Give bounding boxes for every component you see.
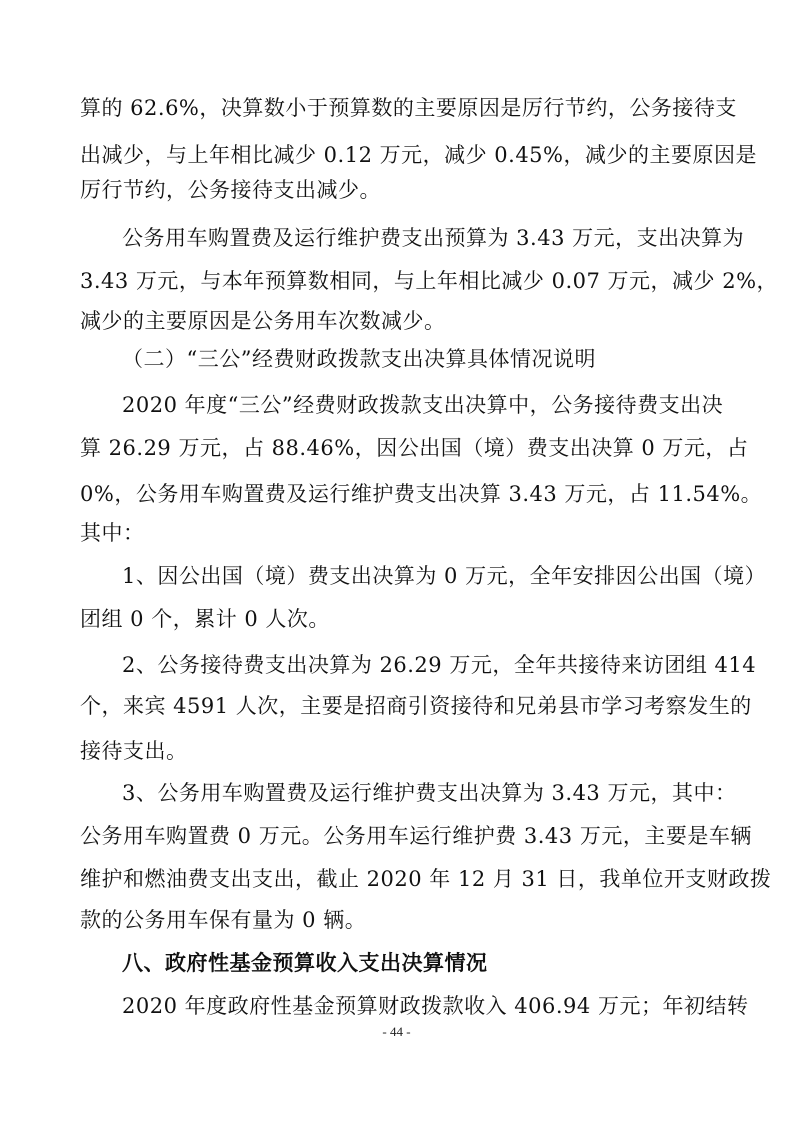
body-text-line: 其中：	[80, 521, 145, 545]
body-text-line: 维护和燃油费支出支出，截止 2020 年 12 月 31 日，我单位开支财政拨	[80, 867, 772, 891]
body-text-line: 个，来宾 4591 人次，主要是招商引资接待和兄弟县市学习考察发生的	[80, 694, 752, 718]
page-number: - 44 -	[382, 1024, 411, 1039]
body-text-line: 公务用车购置费及运行维护费支出预算为 3.43 万元，支出决算为	[122, 226, 745, 250]
body-text-line: 1、因公出国（境）费支出决算为 0 万元，全年安排因公出国（境）	[122, 564, 767, 588]
body-text-line: 算 26.29 万元，占 88.46%，因公出国（境）费支出决算 0 万元，占	[80, 436, 749, 460]
body-text-line: 0%，公务用车购置费及运行维护费支出决算 3.43 万元，占 11.54%。	[80, 482, 763, 506]
body-text-line: 减少的主要原因是公务用车次数减少。	[80, 309, 446, 333]
body-text-line: 厉行节约，公务接待支出减少。	[80, 178, 381, 202]
body-text-line: 2、公务接待费支出决算为 26.29 万元，全年共接待来访团组 414	[122, 653, 757, 677]
body-text-line: 团组 0 个，累计 0 人次。	[80, 607, 330, 631]
body-text-line: 款的公务用车保有量为 0 辆。	[80, 908, 367, 932]
body-text-line: 2020 年度政府性基金预算财政拨款收入 406.94 万元；年初结转	[122, 994, 749, 1018]
subsection-heading: （二）“三公”经费财政拨款支出决算具体情况说明	[122, 347, 596, 371]
body-text-line: 3.43 万元，与本年预算数相同，与上年相比减少 0.07 万元，减少 2%，	[80, 269, 779, 293]
body-text-line: 出减少，与上年相比减少 0.12 万元，减少 0.45%，减少的主要原因是	[80, 143, 757, 167]
section-heading: 八、政府性基金预算收入支出决算情况	[122, 951, 488, 975]
body-text-line: 公务用车购置费 0 万元。公务用车运行维护费 3.43 万元，主要是车辆	[80, 824, 752, 848]
body-text-line: 2020 年度“三公”经费财政拨款支出决算中，公务接待费支出决	[122, 393, 724, 417]
body-text-line: 接待支出。	[80, 739, 188, 763]
body-text-line: 算的 62.6%，决算数小于预算数的主要原因是厉行节约，公务接待支	[80, 96, 737, 120]
body-text-line: 3、公务用车购置费及运行维护费支出决算为 3.43 万元，其中：	[122, 781, 737, 805]
